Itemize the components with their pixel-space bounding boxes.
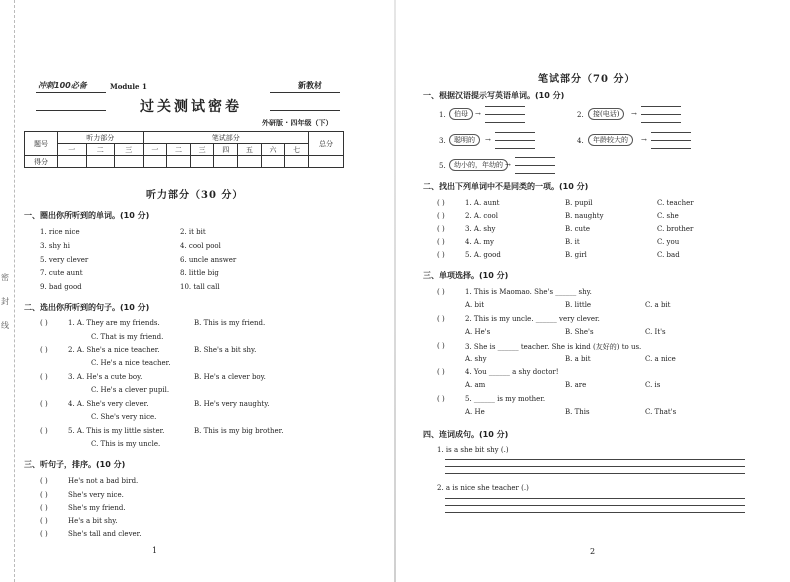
score-cell[interactable] [115,156,144,168]
page-number: 2 [590,547,596,556]
option-c: C. It's [645,328,666,336]
option-b: B. little [565,301,592,309]
question-4-heading: 四、连词成句。(10 分) [423,430,509,439]
item-number: 3. [439,137,446,145]
answer-line[interactable] [515,165,555,166]
col-total: 总分 [309,132,344,156]
word-scramble: 2. a is nice she teacher (.) [437,484,529,492]
option-c: C. This is my uncle. [91,440,161,448]
col-written: 笔试部分 [143,132,308,144]
option-c: C. That's [645,408,677,416]
written-num: 三 [190,144,214,156]
option-a: 4. A. She's very clever. [68,400,149,408]
score-cell[interactable] [309,156,344,168]
score-cell[interactable] [285,156,309,168]
word-pair[interactable]: 4. cool pool [180,242,221,250]
question-1-heading: 一、圈出你所听到的单词。(10 分) [24,211,150,220]
word-pair[interactable]: 8. little big [180,269,219,277]
option-a: 5. A. This is my little sister. [68,427,165,435]
answer-line[interactable] [515,157,555,158]
answer-paren[interactable]: ( ) [437,315,445,323]
answer-paren[interactable]: ( ) [40,427,48,435]
arrow-icon: → [485,136,491,144]
question-stem: 4. You ______ a shy doctor! [465,368,559,376]
option-c: C. you [657,238,680,246]
option-c: C. she [657,212,679,220]
option-a: 2. A. She's a nice teacher. [68,346,160,354]
score-cell[interactable] [143,156,167,168]
arrow-icon: → [505,161,511,169]
arrow-icon: → [631,110,637,118]
col-item: 题号 [25,132,58,156]
word-scramble: 1. is a she bit shy (.) [437,446,509,454]
score-cell[interactable] [238,156,262,168]
sentence: He's not a bad bird. [68,477,139,485]
option-b: B. are [565,381,587,389]
writing-line[interactable] [445,498,745,499]
option-a: 3. A. He's a cute boy. [68,373,143,381]
option-b: B. it [565,238,580,246]
writing-line[interactable] [445,466,745,467]
sentence: He's a bit shy. [68,517,118,525]
sentence: She's very nice. [68,491,124,499]
option-b: B. naughty [565,212,604,220]
gutter-char: 线 [1,321,9,330]
answer-paren[interactable]: ( ) [40,477,48,485]
word-pair[interactable]: 1. rice nice [40,228,80,236]
page-title: 过关测试密卷 [140,99,242,115]
brand-label: 冲刺100必备 [38,81,87,90]
listen-num: 二 [86,144,115,156]
score-cell[interactable] [214,156,238,168]
option-a: A. bit [465,301,485,309]
answer-paren[interactable]: ( ) [40,373,48,381]
item-number: 4. [577,137,584,145]
written-num: 四 [214,144,238,156]
chinese-hint: 接(电话) [588,108,624,120]
option-a: A. He [465,408,485,416]
sentence: She's tall and clever. [68,530,142,538]
arrow-icon: → [475,110,481,118]
chinese-hint: 伯母 [449,108,473,120]
writing-line[interactable] [445,473,745,474]
question-stem: 1. This is Maomao. She's ______ shy. [465,288,592,296]
answer-paren[interactable]: ( ) [40,530,48,538]
option-a: 1. A. They are my friends. [68,319,160,327]
answer-paren[interactable]: ( ) [40,517,48,525]
answer-paren[interactable]: ( ) [40,400,48,408]
answer-paren[interactable]: ( ) [40,491,48,499]
right-page [395,0,790,582]
answer-paren[interactable]: ( ) [40,504,48,512]
question-stem: 2. This is my uncle. ______ very clever. [465,315,600,323]
answer-line[interactable] [515,173,555,174]
question-1-heading: 一、根据汉语提示写英语单词。(10 分) [423,91,565,100]
word-pair[interactable]: 9. bad good [40,283,82,291]
item-number: 2. [577,111,584,119]
word-pair[interactable]: 5. very clever [40,256,89,264]
brand-underline [36,92,106,93]
written-num: 七 [285,144,309,156]
option-b: B. This is my friend. [194,319,266,327]
written-num: 五 [238,144,262,156]
question-3-heading: 三、单项选择。(10 分) [423,271,509,280]
option-b: B. pupil [565,199,593,207]
answer-line[interactable] [485,114,525,115]
option-c: C. She's very nice. [91,413,157,421]
page-number: 1 [152,546,158,555]
question-stem: 3. She is ______ teacher. She is kind (友好的) to us. [465,343,642,351]
option-b: B. He's a clever boy. [194,373,266,381]
answer-paren[interactable]: ( ) [40,319,48,327]
written-num: 六 [261,144,285,156]
option-a: 1. A. aunt [465,199,500,207]
answer-line[interactable] [641,122,681,123]
option-c: C. a nice [645,355,676,363]
answer-line[interactable] [651,140,691,141]
answer-paren[interactable]: ( ) [437,238,445,246]
option-c: C. is [645,381,661,389]
score-table [24,131,344,168]
written-num: 一 [143,144,167,156]
option-c: C. That is my friend. [91,333,164,341]
option-b: B. He's very naughty. [194,400,270,408]
answer-paren[interactable]: ( ) [437,395,445,403]
answer-paren[interactable]: ( ) [437,212,445,220]
answer-paren[interactable]: ( ) [40,346,48,354]
question-2-heading: 二、选出你所听到的句子。(10 分) [24,303,150,312]
module-label: Module 1 [110,82,147,91]
gutter-char: 密 [1,273,9,282]
option-c: C. bad [657,251,680,259]
option-c: C. teacher [657,199,694,207]
option-b: B. She's [565,328,594,336]
answer-paren[interactable]: ( ) [437,368,445,376]
answer-line[interactable] [495,132,535,133]
score-cell[interactable] [167,156,191,168]
answer-paren[interactable]: ( ) [437,288,445,296]
option-b: B. She's a bit shy. [194,346,257,354]
question-stem: 5. ______ is my mother. [465,395,546,403]
answer-paren[interactable]: ( ) [437,342,445,350]
option-a: 5. A. good [465,251,501,259]
answer-line[interactable] [651,132,691,133]
item-number: 1. [439,111,446,119]
score-cell[interactable] [261,156,285,168]
option-c: C. a bit [645,301,671,309]
arrow-icon: → [641,136,647,144]
score-cell[interactable] [86,156,115,168]
option-b: B. girl [565,251,587,259]
option-a: 2. A. cool [465,212,498,220]
col-listen: 听力部分 [58,132,144,144]
option-c: C. He's a clever pupil. [91,386,170,394]
answer-line[interactable] [641,114,681,115]
listen-num: 一 [58,144,87,156]
answer-paren[interactable]: ( ) [437,225,445,233]
word-pair[interactable]: 10. tall call [180,283,220,291]
option-a: A. shy [465,355,487,363]
gutter-char: 封 [1,297,9,306]
row-score: 得分 [25,156,58,168]
written-section-title: 笔试部分（70 分） [538,74,636,85]
newbook-underline [270,92,340,93]
answer-line[interactable] [641,106,681,107]
word-pair[interactable]: 3. shy hi [40,242,70,250]
answer-line[interactable] [485,106,525,107]
option-c: C. He's a nice teacher. [91,359,171,367]
written-num: 二 [167,144,191,156]
score-cell[interactable] [58,156,87,168]
answer-line[interactable] [485,122,525,123]
option-c: C. brother [657,225,694,233]
answer-paren[interactable]: ( ) [437,199,445,207]
chinese-hint: 年龄较大的 [588,134,633,146]
option-a: 4. A. my [465,238,495,246]
seal-line-gutter [0,0,15,582]
newbook-underline-lower [270,110,340,111]
listening-section-title: 听力部分（30 分） [146,190,244,201]
option-a: 3. A. shy [465,225,496,233]
option-b: B. This is my big brother. [194,427,284,435]
option-a: A. am [465,381,486,389]
word-pair[interactable]: 2. it bit [180,228,206,236]
option-a: A. He's [465,328,491,336]
chinese-hint: 幼小的，年幼的 [449,159,508,171]
item-number: 5. [439,162,446,170]
brand-underline-lower [36,110,106,111]
answer-paren[interactable]: ( ) [437,251,445,259]
listen-num: 三 [115,144,144,156]
writing-line[interactable] [445,512,745,513]
answer-line[interactable] [495,148,535,149]
word-pair[interactable]: 7. cute aunt [40,269,83,277]
answer-line[interactable] [495,140,535,141]
question-2-heading: 二、找出下列单词中不是同类的一项。(10 分) [423,182,589,191]
score-cell[interactable] [190,156,214,168]
sentence: She's my friend. [68,504,126,512]
writing-line[interactable] [445,505,745,506]
option-b: B. a bit [565,355,591,363]
writing-line[interactable] [445,459,745,460]
chinese-hint: 聪明的 [449,134,480,146]
option-b: B. cute [565,225,590,233]
edition-label: 外研版 · 四年级（下） [262,119,333,127]
answer-line[interactable] [651,148,691,149]
option-b: B. This [565,408,590,416]
word-pair[interactable]: 6. uncle answer [180,256,237,264]
question-3-heading: 三、听句子，排序。(10 分) [24,460,126,469]
new-book-label: 新教材 [298,80,322,90]
